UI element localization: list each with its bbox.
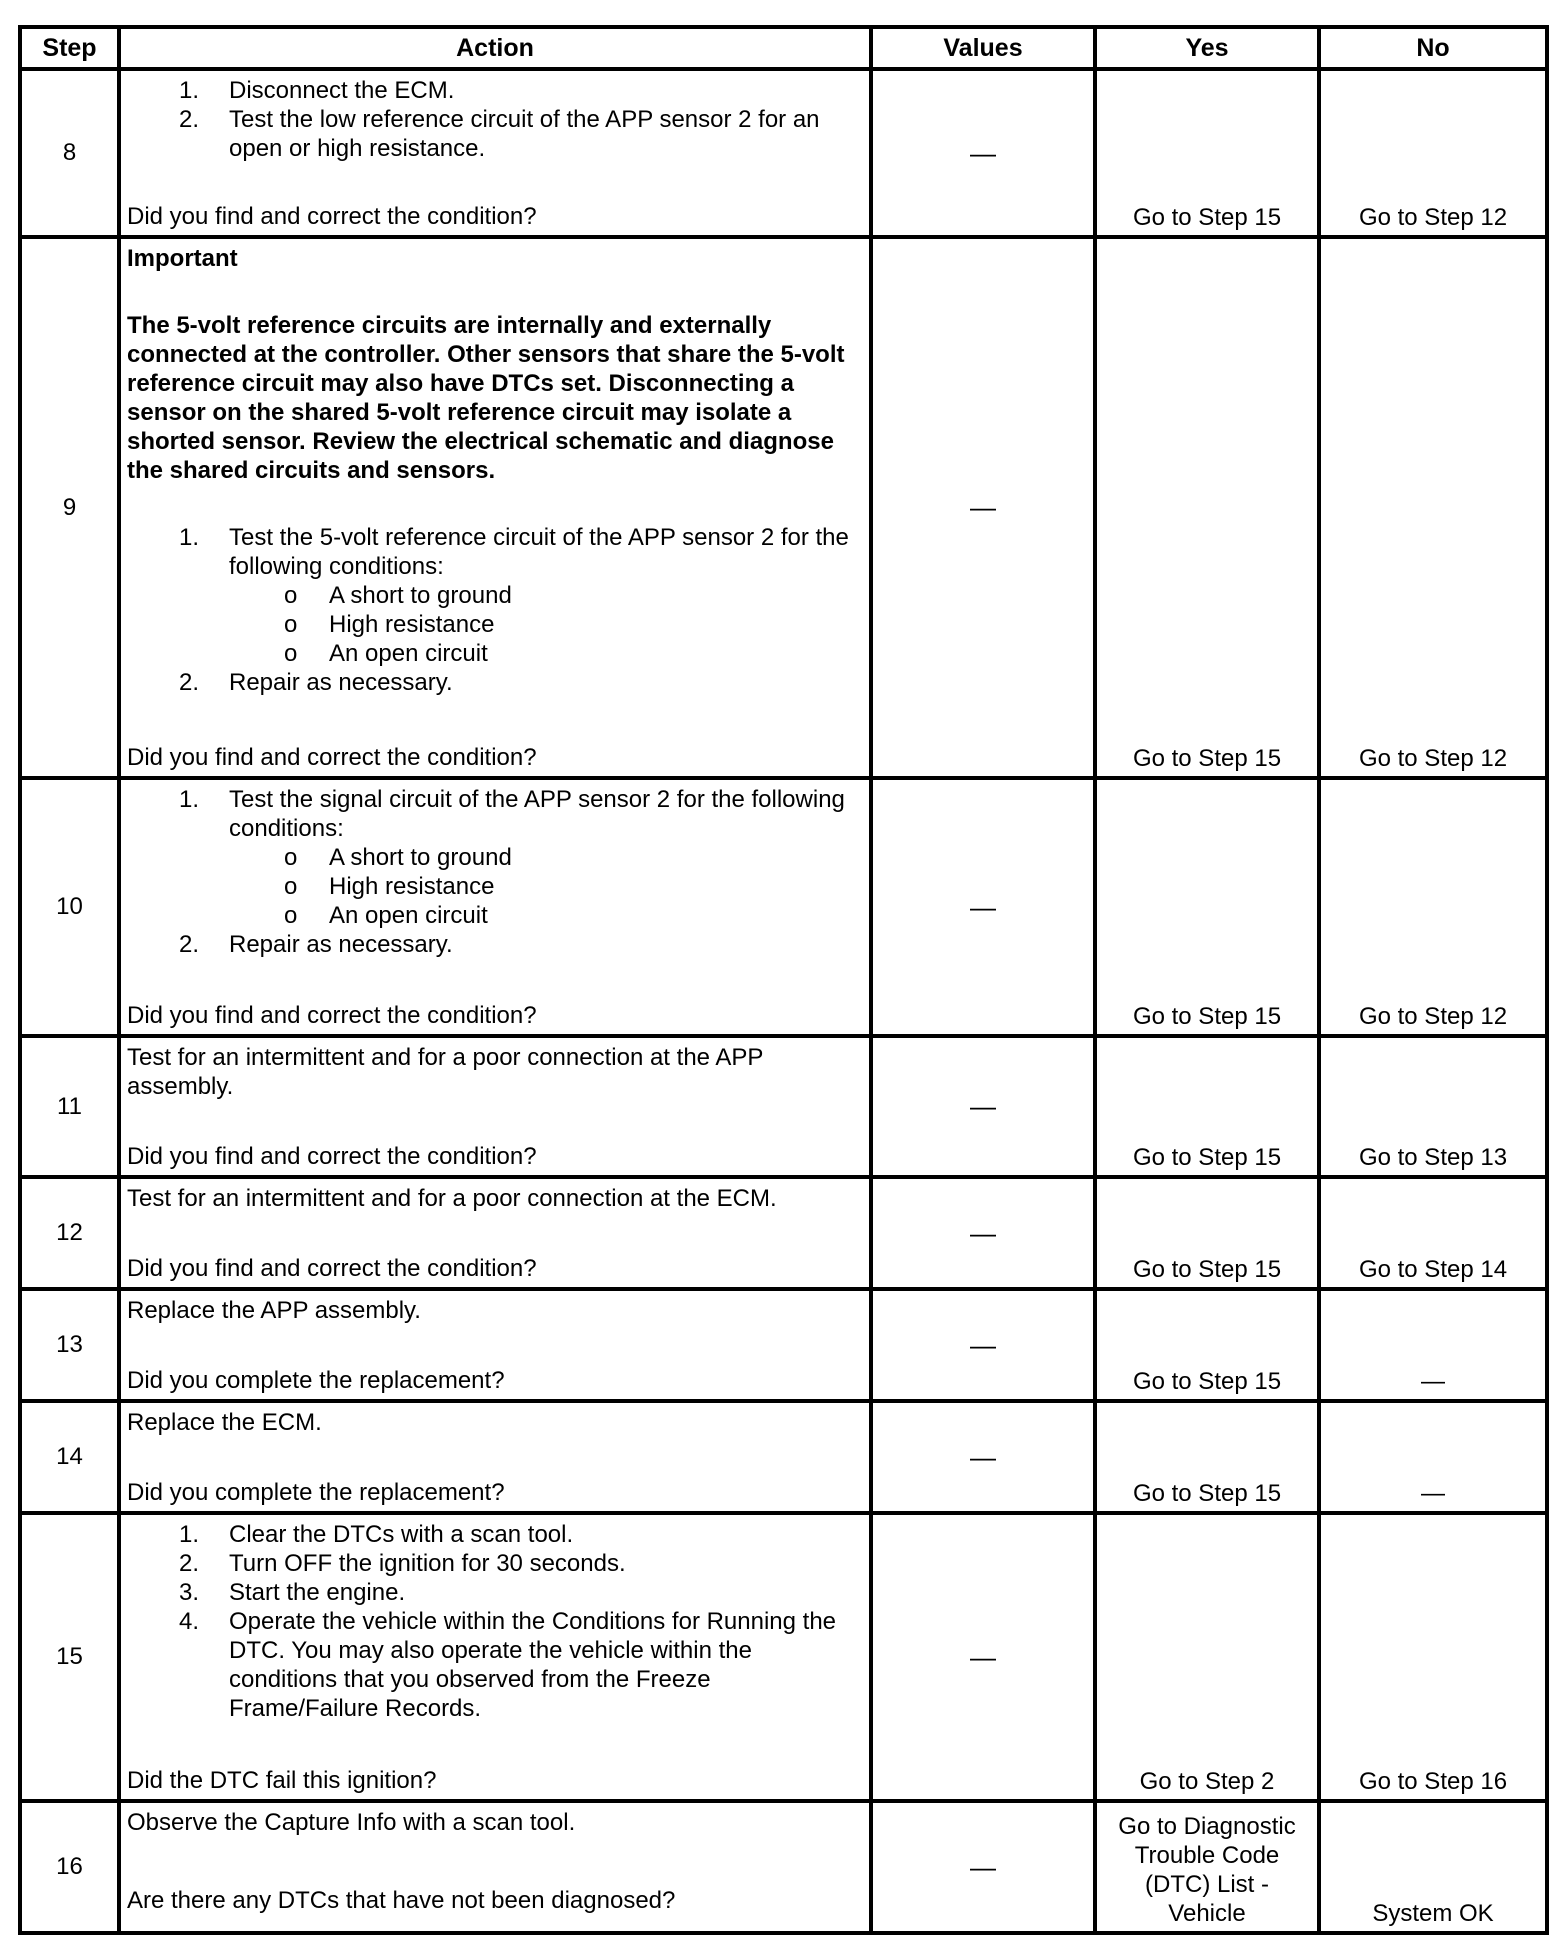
yes-cell: Go to Step 15	[1095, 1289, 1319, 1401]
list-item: 2. Turn OFF the ignition for 30 seconds.	[179, 1550, 626, 1577]
question-text: Are there any DTCs that have not been diagnosed?	[127, 1887, 676, 1914]
list-item: 1. Test the signal circuit of the APP sensor 2 for the following conditions: o A short to ground o High resistance o An open circuit	[127, 785, 863, 930]
question-text: Did you find and correct the condition?	[127, 203, 537, 230]
action-text: Replace the APP assembly.	[127, 1297, 421, 1324]
table-row	[20, 1401, 1547, 1513]
table-row	[20, 69, 1547, 237]
step-number: 14	[20, 1401, 119, 1513]
question-text: Did you complete the replacement?	[127, 1367, 505, 1394]
action-cell	[119, 1513, 871, 1801]
values-cell: —	[871, 1401, 1095, 1513]
action-text: Replace the ECM.	[127, 1409, 322, 1436]
table-row	[20, 1177, 1547, 1289]
step-number: 15	[20, 1513, 119, 1801]
yes-cell: Go to Step 15	[1095, 1401, 1319, 1513]
table-row	[20, 1801, 1547, 1933]
yes-cell: Go to Step 15	[1095, 237, 1319, 778]
condition-item: o An open circuit	[284, 640, 488, 667]
values-cell: —	[871, 1289, 1095, 1401]
condition-item: o High resistance	[284, 873, 495, 900]
list-item: 1. Test the 5-volt reference circuit of the APP sensor 2 for the following conditions: o A short to ground o High resistance o An open circuit	[127, 523, 863, 668]
table-row	[20, 1513, 1547, 1801]
no-cell: Go to Step 12	[1319, 778, 1547, 1036]
step-number: 13	[20, 1289, 119, 1401]
list-item: 4. Operate the vehicle within the Conditions for Running the DTC. You may also operate the vehicle within the conditions that you observed from the Freeze Frame/Failure Records.	[179, 1608, 837, 1722]
important-title: Important	[127, 245, 238, 272]
table-row	[20, 778, 1547, 1036]
no-cell: Go to Step 13	[1319, 1036, 1547, 1177]
values-cell: —	[871, 778, 1095, 1036]
action-cell	[119, 69, 871, 237]
yes-cell: Go to Step 15	[1095, 778, 1319, 1036]
list-item: 3. Start the engine.	[179, 1579, 406, 1606]
yes-cell: Go to Step 15	[1095, 1036, 1319, 1177]
condition-item: o An open circuit	[284, 902, 488, 929]
no-cell: Go to Step 12	[1319, 69, 1547, 237]
list-item: 2. Repair as necessary.	[179, 669, 453, 696]
condition-item: o High resistance	[284, 611, 495, 638]
yes-link-text: Go to Diagnostic Trouble Code (DTC) List - Vehicle	[1118, 1813, 1296, 1927]
header-action: Action	[119, 27, 871, 69]
action-cell	[119, 778, 871, 1036]
important-note: The 5-volt reference circuits are internally and externally connected at the controller. Other sensors that share the 5-volt reference circuit may also have DTCs set. Disconnecting a sensor on the shared 5-volt reference circuit may isolate a shorted sensor. Review the electrical schematic and diagnose the shared circuits and sensors.	[127, 312, 845, 484]
yes-cell: Go to Step 15	[1095, 69, 1319, 237]
question-text: Did you find and correct the condition?	[127, 1255, 537, 1282]
yes-cell: Go to Step 2	[1095, 1513, 1319, 1801]
values-cell: —	[871, 1801, 1095, 1933]
list-item: 2. Repair as necessary.	[179, 931, 453, 958]
action-list	[127, 785, 863, 959]
values-cell: —	[871, 1036, 1095, 1177]
no-cell: —	[1319, 1289, 1547, 1401]
action-text: Test for an intermittent and for a poor connection at the APP assembly.	[127, 1044, 763, 1100]
step-number: 12	[20, 1177, 119, 1289]
diagnostic-table-container	[18, 25, 1549, 1935]
action-cell	[119, 1801, 871, 1933]
header-step: Step	[20, 27, 119, 69]
yes-cell: Go to Step 15	[1095, 1177, 1319, 1289]
values-cell: —	[871, 1513, 1095, 1801]
list-item: 2. Test the low reference circuit of the APP sensor 2 for an open or high resistance.	[179, 106, 820, 162]
yes-cell	[1095, 1801, 1319, 1933]
step-number: 9	[20, 237, 119, 778]
action-list	[127, 523, 863, 697]
no-cell: Go to Step 16	[1319, 1513, 1547, 1801]
header-values: Values	[871, 27, 1095, 69]
no-cell: Go to Step 14	[1319, 1177, 1547, 1289]
values-cell: —	[871, 1177, 1095, 1289]
header-row	[20, 27, 1547, 69]
table-body	[20, 69, 1547, 1933]
no-cell: —	[1319, 1401, 1547, 1513]
action-list	[127, 76, 863, 163]
action-cell	[119, 1036, 871, 1177]
condition-list	[127, 843, 863, 930]
list-item: 1. Disconnect the ECM.	[179, 77, 455, 104]
condition-list	[127, 581, 863, 668]
step-number: 8	[20, 69, 119, 237]
action-cell	[119, 1177, 871, 1289]
condition-item: o A short to ground	[284, 844, 512, 871]
no-cell: System OK	[1319, 1801, 1547, 1933]
step-number: 16	[20, 1801, 119, 1933]
action-cell	[119, 1401, 871, 1513]
question-text: Did the DTC fail this ignition?	[127, 1767, 437, 1794]
action-text: Observe the Capture Info with a scan tool.	[127, 1809, 576, 1836]
header-yes: Yes	[1095, 27, 1319, 69]
condition-item: o A short to ground	[284, 582, 512, 609]
header-no: No	[1319, 27, 1547, 69]
table-row	[20, 1289, 1547, 1401]
table-row	[20, 237, 1547, 778]
action-list	[127, 1520, 863, 1723]
values-cell: —	[871, 237, 1095, 778]
question-text: Did you find and correct the condition?	[127, 744, 537, 771]
table-row	[20, 1036, 1547, 1177]
step-number: 11	[20, 1036, 119, 1177]
question-text: Did you find and correct the condition?	[127, 1143, 537, 1170]
action-cell	[119, 237, 871, 778]
question-text: Did you find and correct the condition?	[127, 1002, 537, 1029]
action-cell	[119, 1289, 871, 1401]
question-text: Did you complete the replacement?	[127, 1479, 505, 1506]
diagnostic-table	[18, 25, 1549, 1935]
action-text: Test for an intermittent and for a poor connection at the ECM.	[127, 1185, 777, 1212]
list-item: 1. Clear the DTCs with a scan tool.	[179, 1521, 574, 1548]
step-number: 10	[20, 778, 119, 1036]
no-cell: Go to Step 12	[1319, 237, 1547, 778]
values-cell: —	[871, 69, 1095, 237]
